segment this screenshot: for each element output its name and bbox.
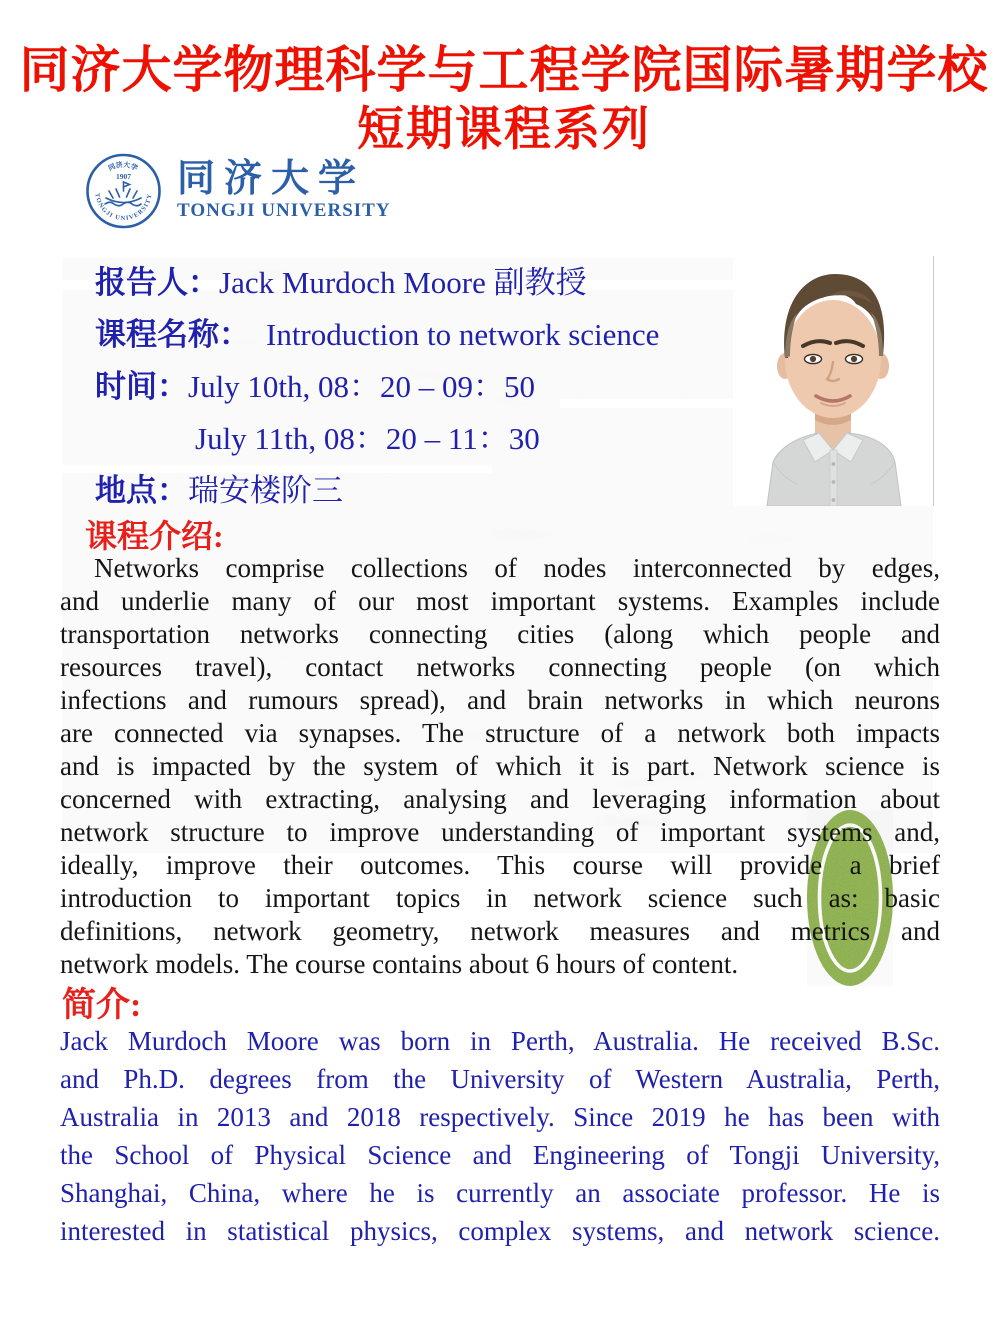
- location-label: 地点：: [95, 473, 188, 508]
- info-row-time-2: [95, 419, 735, 459]
- course-intro-line: definitions, network geometry, network measures and metrics and: [60, 916, 940, 946]
- course-intro-line: transportation networks connecting cities (along which people and: [60, 619, 940, 649]
- seal-ring-text: TONGJI UNIVERSITY: [93, 192, 154, 223]
- time-value-day1: July 10th, 08：20 – 09：50: [188, 369, 536, 404]
- logo-english-name: TONGJI UNIVERSITY: [177, 200, 391, 221]
- time-label: 时间：: [95, 369, 188, 404]
- bio-line: Australia in 2013 and 2018 respectively. Since 2019 he has been with: [60, 1102, 940, 1132]
- course-intro-line: resources travel), contact networks connecting people (on which: [60, 652, 940, 682]
- info-row-speaker: [95, 263, 735, 303]
- poster-title-line2: 短期课程系列: [357, 102, 651, 155]
- bio-line: and Ph.D. degrees from the University of Western Australia, Perth,: [60, 1064, 940, 1094]
- seal-top-text: 同济大学: [107, 160, 139, 173]
- bio-line: Jack Murdoch Moore was born in Perth, Australia. He received B.Sc.: [60, 1026, 940, 1056]
- course-intro-line: and underlie many of our most important systems. Examples include: [60, 586, 940, 616]
- course-intro-line: ideally, improve their outcomes. This course will provide a brief: [60, 850, 940, 880]
- course-intro-line: network structure to improve understanding of important systems and,: [60, 817, 940, 847]
- svg-text:TONGJI UNIVERSITY: [93, 193, 153, 222]
- bio-heading: 简介:: [62, 987, 142, 1024]
- info-row-time-1: [95, 367, 735, 407]
- course-intro-line: network models. The course contains about 6 hours of content.: [60, 949, 739, 979]
- tongji-university-logo: [85, 150, 391, 232]
- logo-chinese-name: 同济大学: [177, 158, 366, 200]
- bio-line: interested in statistical physics, complex systems, and network science.: [60, 1216, 940, 1246]
- course-name-label: 课程名称：: [95, 317, 250, 352]
- speaker-portrait-illustration: [733, 256, 933, 506]
- info-row-course-name: [95, 315, 735, 355]
- seal-year-text: 1907: [116, 172, 131, 181]
- seal-boat-icon: [105, 182, 141, 206]
- course-intro-line: infections and rumours spread), and brain networks in which neurons: [60, 685, 940, 715]
- course-intro-line: Networks comprise collections of nodes interconnected by edges,: [94, 553, 940, 583]
- course-name-value: Introduction to network science: [266, 317, 660, 352]
- bio-line: the School of Physical Science and Engineering of Tongji University,: [60, 1140, 940, 1170]
- tongji-seal-icon: [85, 151, 163, 231]
- poster-title-line1: 同济大学物理科学与工程学院国际暑期学校: [19, 42, 989, 98]
- course-intro-line: and is impacted by the system of which it is part. Network science is: [60, 751, 940, 781]
- location-value: 瑞安楼阶三: [188, 473, 343, 508]
- info-row-location: [95, 471, 735, 511]
- bio-paragraph: [60, 1022, 940, 1250]
- course-intro-paragraph: [60, 552, 940, 981]
- speaker-value: Jack Murdoch Moore 副教授: [219, 265, 587, 300]
- speaker-photo: [733, 256, 934, 506]
- course-intro-line: concerned with extracting, analysing and leveraging information about: [60, 784, 940, 814]
- speaker-label: 报告人：: [95, 265, 219, 300]
- bio-line: Shanghai, China, where he is currently an associate professor. He is: [60, 1178, 940, 1208]
- course-intro-line: are connected via synapses. The structure of a network both impacts: [60, 718, 940, 748]
- logo-wordmark: [177, 159, 391, 223]
- svg-text:同济大学: [107, 160, 139, 173]
- course-intro-line: introduction to important topics in network science such as: basic: [60, 883, 940, 913]
- course-info-block: [95, 263, 735, 523]
- course-intro-heading: 课程介绍:: [85, 518, 224, 554]
- time-value-day2: July 11th, 08：20 – 11：30: [195, 421, 540, 456]
